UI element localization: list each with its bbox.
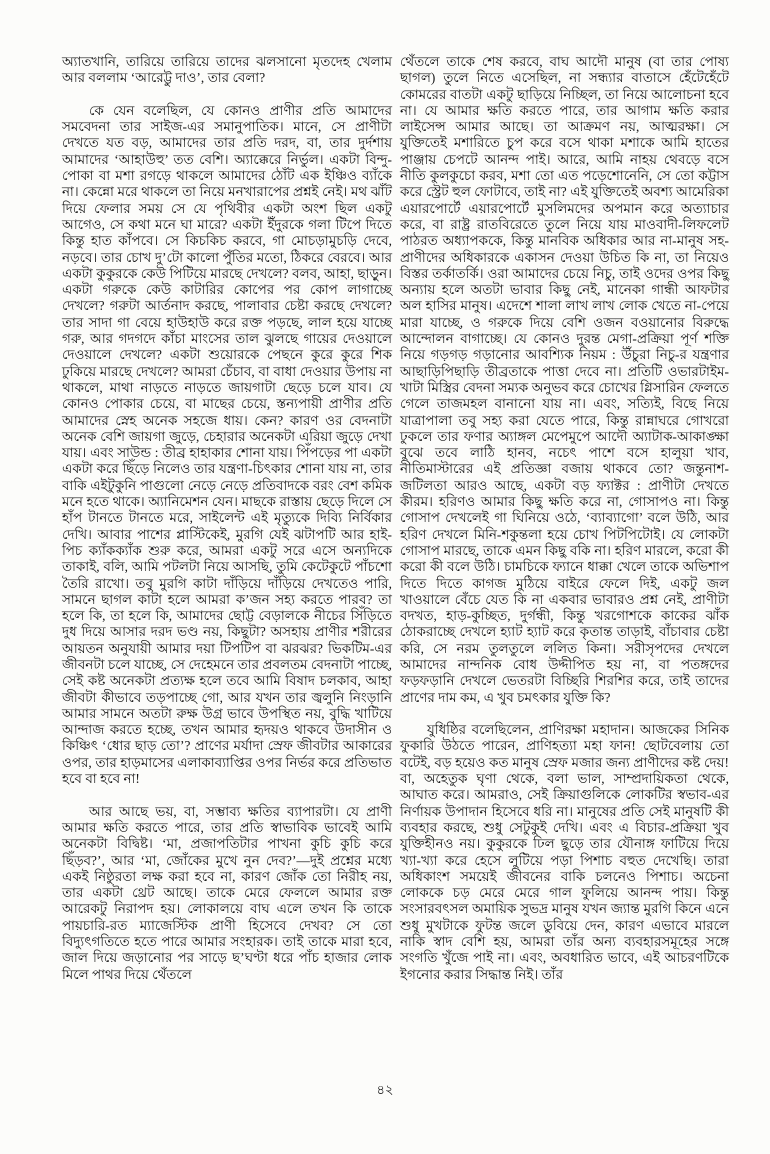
body-paragraph: আর আছে ভয়, বা, সম্ভাব্য ক্ষতির ব্যাপারটা। যে প্রাণী আমার ক্ষতি করতে পারে, তার প্রতি স্বাভাবিক ভাবেই আমি অনেকটা বিদ্বিষ্ট। ‘মা, প্রজাপতিটার পাখনা কুচি কুচি করে ছিঁড়ব?’, আর ‘মা, জোঁকের মুখে নুন দেব?’—দুই প্রশ্নের মধ্যে একই নিষ্ঠুরতা লক্ষ করা হবে না, কারণ জোঁক তো নিরীহ নয়, তার একটা থ্রেট আছে। তাকে মেরে ফেললে আমার রক্ত আরেকটু নিরাপদ হয়। লোকালয়ে বাঘ এলে তখন কি তাকে পায়চারি-রত ম্যাজেস্টিক প্রাণী হিসেবে দেখব? সে তো বিদ্যুৎগতিতে হতে পারে আমার সংহারক। তাই তাকে মারা হবে, জাল দিয়ে জড়ানোর পর সাড়ে ছ’ঘণ্টা ধরে পাঁচ হাজার লোক মিলে পাথর দিয়ে থেঁতলে	[62, 803, 392, 982]
page-number: ৪২	[376, 1082, 394, 1097]
right-text-column	[400, 54, 729, 983]
left-text-column	[62, 54, 392, 983]
body-paragraph-continued: থেঁতলে তাকে শেষ করবে, বাঘ আদৌ মানুষ (বা তার পোষ্য ছাগল) তুলে নিতে এসেছিল, না সন্ধ্যার বাতাসে হেঁটেহেঁটে কোমরের বাতটা একটু ছাড়িয়ে নিচ্ছিল, তা নিয়ে আলোচনা হবে না। যে আমার ক্ষতি করতে পারে, তার আগাম ক্ষতি করার লাইসেন্স আমার আছে। তা আক্রমণ নয়, আত্মরক্ষা। সে যুক্তিতেই মশারিতে চুপ করে বসে থাকা মশাকে আমি হাতের পাঞ্জায় চেপটে আনন্দ পাই। আরে, আমি নাহয় থেবড়ে বসে নীতি কুলকুচো করব, মশা তো এত পড়েশোনেনি, সে তো কট্টাস করে স্ট্রেট হুল ফোটাবে, তাই না? এই যুক্তিতেই অবশ্য আমেরিকা এয়ারপোর্টে এয়ারপোর্টে মুসলিমদের অপমান করে অত্যাচার করে, বা রাষ্ট্র রাতবিরেতে তুলে নিয়ে যায় মাওবাদী-লিফলেট পাঠরত অধ্যাপককে, কিন্তু মানবিক অধিকার আর না-মানুষ সহ-প্রাণীদের অধিকারকে একাসন দেওয়া উচিত কি না, তা নিয়েও বিস্তর তর্কাতর্কি। ওরা আমাদের চেয়ে নিচু, তাই ওদের ওপর কিছু অন্যায় হলে অতটা ভাবার কিছু নেই, মানেকা গান্ধী আফটার অল হাসির মানুষ। এদেশে শালা লাখ লাখ লোক খেতে না-পেয়ে মারা যাচ্ছে, ও গরুকে দিয়ে বেশি ওজন বওয়ানোর বিরুদ্ধে আন্দোলন বাগাচ্ছে। যে কোনও দুরন্ত মেগা-প্রক্রিয়া পূর্ণ শক্তি নিয়ে গড়গড় গড়ানোর আবশ্যিক নিয়ম : উঁচুরা নিচু-র যন্ত্রণার আছাড়িপিছাড়ি তীব্রতাকে পাত্তা দেবে না। প্রতিটি ওভারটাইম-খাটা মিস্ত্রির বেদনা সম্যক অনুভব করে চোখের গ্লিসারিন ফেলতে গেলে তাজমহল বানানো যায় না। এবং, সত্যিই, বিছে নিয়ে যাত্রাপালা তবু সহ্য করা যেতে পারে, কিন্তু রান্নাঘরে গোখরো ঢুকলে তার ফণার অ্যাঙ্গল মেপেমুপে আদৌ অ্যাটাক-আকাঙ্ক্ষা বুঝে তবে লাঠি হানব, নচেৎ পাশে বসে হালুয়া খাব, নীতিমাস্টারের এই প্রতিজ্ঞা বজায় থাকবে তো? জন্তুনাশ-জটিলতা আরও আছে, একটা বড় ফ্যাক্টর : প্রাণীটা দেখতে কীরম। হরিণও আমার কিছু ক্ষতি করে না, গোসাপও না। কিন্তু গোসাপ দেখলেই গা ঘিনিয়ে ওঠে, ‘ব্যাব্যাগো’ বলে উঠি, আর হরিণ দেখলে মিনি-শকুন্তলা হয়ে চোখ পিটপিটোই। যে লোকটা গোসাপ মারছে, তাকে এমন কিছু বকি না। হরিণ মারলে, করো কী করো কী বলে উঠি। চামচিকে ফ্যানে ধাক্কা খেলে তাকে অভিশাপ দিতে দিতে কাগজ মুঠিয়ে বাইরে ফেলে দিই, একটু জল খাওয়ালে বেঁচে যেত কি না একবার ভাবারও প্রশ্ন নেই, প্রাণীটা বদখত, হাড়-কুচ্ছিত, দুর্গন্ধী, কিন্তু খরগোশকে কাকের ঝাঁক ঠোকরাচ্ছে দেখলে হ্যাট হ্যাট করে কৃতান্ত তাড়াই, বাঁচাবার চেষ্টা করি, সে নরম তুলতুলে ললিত কিনা। সরীসৃপদের দেখলে আমাদের নান্দনিক বোধ উদ্দীপিত হয় না, বা পতঙ্গদের ফড়ফড়ানি দেখলে ভেতরটা বিচ্ছিরি শিরশির করে, তাই তাদের প্রাণের দাম কম, এ খুব চমৎকার যুক্তি কি?	[400, 54, 729, 705]
body-paragraph: যুধিষ্ঠির বলেছিলেন, প্রাণিরক্ষা মহাদান। আজকের সিনিক ফুকারি উঠতে পারেন, প্রাণিহত্যা মহা ফান! ছোটবেলায় তো বটেই, বড় হয়েও কত মানুষ স্রেফ মজার জন্য প্রাণীদের কষ্ট দেয়! বা, অহেতুক ঘৃণা থেকে, বলা ভাল, সাম্প্রদায়িকতা থেকে, আঘাত করে। আমরাও, সেই ক্রিয়াগুলিকে লোকটির স্বভাব-এর নির্ণায়ক উপাদান হিসেবে ধরি না। মানুষের প্রতি সেই মানুষটি কী ব্যবহার করছে, শুধু সেটুকুই দেখি। এবং এ বিচার-প্রক্রিয়া খুব যুক্তিহীনও নয়। কুকুরকে ঢিল ছুড়ে তার যৌনাঙ্গ ফাটিয়ে দিয়ে খ্যা-খ্যা করে হেসে লুটিয়ে পড়া পিশাচ বহুত দেখেছি। তারা অধিকাংশ সময়েই জীবনের বাকি চলনেও পিশাচ। অচেনা লোককে চড় মেরে মেরে গাল ফুলিয়ে আনন্দ পায়। কিন্তু সংসারবৎসল অমায়িক সুভদ্র মানুষ যখন জ্যান্ত মুরগি কিনে এনে শুধু মুখটাকে ফুটন্ত জলে ডুবিয়ে দেন, কারণ এভাবে মারলে নাকি স্বাদ বেশি হয়, আমরা তাঁর অন্য ব্যবহারসমূহের সঙ্গে সংগতি খুঁজে পাই না। এবং, অবধারিত ভাবে, এই আচরণটিকে ইগনোর করার সিদ্ধান্ত নিই। তাঁর	[400, 722, 729, 982]
body-paragraph: কে যেন বলেছিল, যে কোনও প্রাণীর প্রতি আমাদের সমবেদনা তার সাইজ-এর সমানুপাতিক। মানে, সে প্রাণীটা দেখতে যত বড়, আমাদের তার প্রতি দরদ, বা, তার দুর্দশায় আমাদের ‘আহাউহু’ তত বেশি। অ্যাক্কেরে নির্ভুল। একটা বিন্দু-পোকা বা মশা রগড়ে থাকলে আমাদের ঠোঁট এক ইঞ্চিও ব্যাঁকে না। কেন্নো মরে থাকলে তা নিয়ে মনখারাপের প্রশ্নই নেই। মথ ঝাঁট দিয়ে ফেলার সময় সে যে পৃথিবীর একটা অংশ ছিল একটু আগেও, সে কথা মনে ঘা মারে? একটা ইঁদুরকে গলা টিপে দিতে কিন্তু হাত কাঁপবে। সে কিচকিচ করবে, গা মোচড়ামুচড়ি দেবে, নড়বে। তার চোখ দু’টো কালো পুঁতির মতো, ঠিকরে বেরবে। আর একটা কুকুরকে কেউ পিটিয়ে মারছে দেখলে? বলব, আহা, ছাড়ুন। একটা গরুকে কেউ কাটারির কোপের পর কোপ লাগাচ্ছে দেখলে? গরুটা আর্তনাদ করছে, পালাবার চেষ্টা করছে দেখলে? তার সাদা গা বেয়ে হাউহাউ করে রক্ত পড়ছে, লাল হয়ে যাচ্ছে গরু, আর গদগদে কাঁচা মাংসের তাল ঝুলছে গায়ের দেওয়ালে দেওয়ালে দেখলে? একটা শুয়োরকে পেছনে কুরে কুরে শিক ঢুকিয়ে মারছে দেখলে? আমরা চেঁচাব, বা বাধা দেওয়ার উপায় না থাকলে, মাথা নাড়তে নাড়তে জায়গাটা ছেড়ে চলে যাব। যে কোনও পোকার চেয়ে, বা মাছের চেয়ে, স্তন্যপায়ী প্রাণীর প্রতি আমাদের স্নেহ অনেক সহজে ধায়। কেন? কারণ ওর বেদনাটা অনেক বেশি জায়গা জুড়ে, চেহারার অনেকটা এরিয়া জুড়ে দেখা যায়। এবং সাউন্ড : তীব্র হাহাকার শোনা যায়। পিঁপড়ের পা একটা একটা করে ছিঁড়ে নিলেও তার যন্ত্রণা-চিৎকার শোনা যায় না, তার বাকি এইটুকুনি পাগুলো নেড়ে নেড়ে প্রতিবাদকে বরং বেশ কমিক মনে হতে থাকে। অ্যানিমেশন যেন। মাছকে রাস্তায় ছেড়ে দিলে সে হাঁপ টানতে টানতে মরে, সাইলেন্ট এই মৃত্যুকে দিব্যি নির্বিকার দেখি। আবার পাশের প্লাস্টিকেই, মুরগি যেই ঝটাপটি আর হাই-পিচ ক্যাঁকক্যাঁক শুরু করে, আমরা একটু সরে এসে অন্যদিকে তাকাই, বলি, আমি পটলটা নিয়ে আসছি, তুমি কেটেকুটে পাঁচশো তৈরি রাখো। তবু মুরগি কাটা দাঁড়িয়ে দাঁড়িয়ে দেখতেও পারি, সামনে ছাগল কাটা হলে আমরা ক’জন সহ্য করতে পারব? তা হলে কি, তা হলে কি, আমাদের ছোট্ট বেড়ালকে নীচের সিঁড়িতে দুধ দিয়ে আসার দরদ ভণ্ড নয়, কিছুটা? অসহায় প্রাণীর শরীরের আয়তন অনুযায়ী আমার দয়া টিপটিপ বা ঝরঝর? ভিকটিম-এর জীবনটা চলে যাচ্ছে, সে দেহেমনে তার প্রবলতম বেদনাটা পাচ্ছে, সেই কষ্ট অনেকটা প্রত্যক্ষ হলে তবে আমি বিষাদ চলকাব, আহা জীবটা কীভাবে তড়পাচ্ছে গো, আর যখন তার জ্বলুনি নিংড়ানি আমার সামনে অতটা রুক্ষ উগ্র ভাবে উপস্থিত নয়, বুদ্ধি খাটিয়ে আন্দাজ করতে হচ্ছে, তখন আমার হৃদয়ও থাকবে উদাসীন ও কিঞ্চিৎ ‘ধোর ছাড় তো’? প্রাণের মর্যাদা স্রেফ জীবটার আকারের ওপর, তার হাড়মাসের এলাকাব্যাপ্তির ওপর নির্ভর করে প্রতিভাত হবে বা হবে না!	[62, 102, 392, 787]
body-paragraph-continued: অ্যাতখানি, তারিয়ে তারিয়ে তাদের ঝলসানো মৃতদেহ খেলাম আর বললাম ‘আরেট্টু দাও’, তার বেলা?	[62, 54, 392, 86]
